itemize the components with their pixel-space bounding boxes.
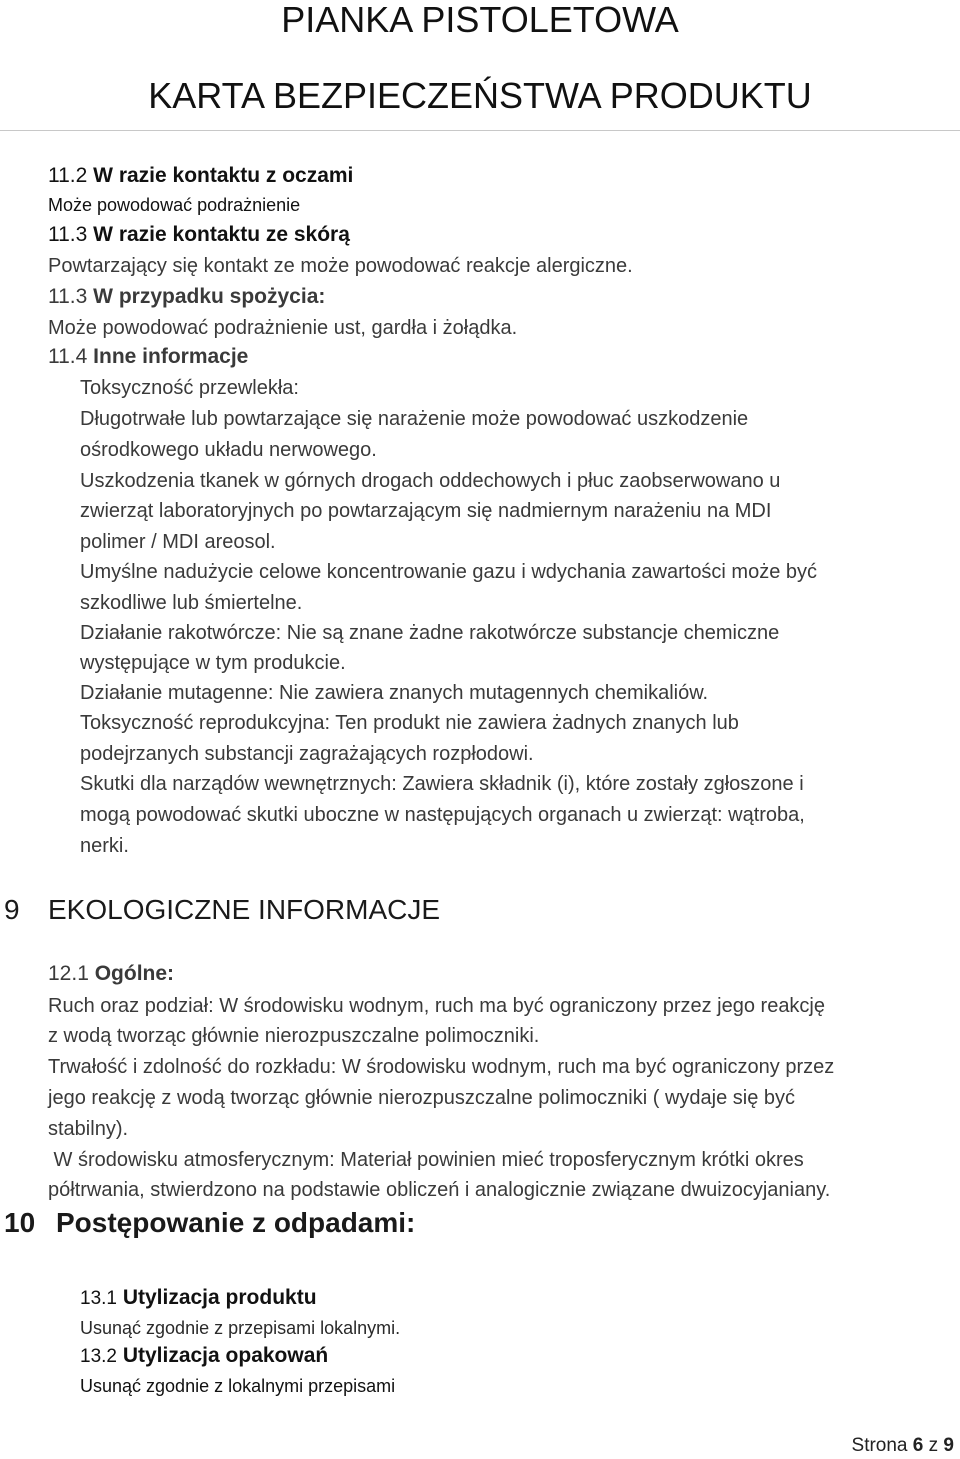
subsection-11-3-ingestion-heading bbox=[48, 284, 325, 310]
header-divider bbox=[0, 130, 960, 131]
subsection-number: 12.1 bbox=[48, 962, 89, 985]
section-number: 10 bbox=[4, 1207, 36, 1238]
ecology-line: stabilny). bbox=[48, 1118, 129, 1140]
section-number: 9 bbox=[4, 894, 20, 925]
subsection-title: Ogólne: bbox=[88, 962, 175, 985]
current-page: 6 bbox=[912, 1435, 924, 1456]
subsection-12-1-heading bbox=[48, 961, 174, 987]
subsection-11-3-skin-heading bbox=[48, 222, 350, 248]
ecology-line: półtrwania, stwierdzono na podstawie obliczeń i analogicznie związane dwuizocyjaniany. bbox=[48, 1179, 831, 1201]
ingestion-text: Może powodować podrażnienie ust, gardła i żołądka. bbox=[48, 317, 518, 339]
toxicity-line: Działanie mutagenne: Nie zawiera znanych mutagennych chemikaliów. bbox=[80, 682, 709, 704]
toxicity-line: zwierząt laboratoryjnych po powtarzającym się nadmiernym narażeniu na MDI bbox=[80, 500, 772, 522]
subsection-title: Inne informacje bbox=[87, 345, 249, 368]
section-ecological-heading bbox=[4, 893, 440, 927]
eye-contact-text: Może powodować podrażnienie bbox=[48, 195, 301, 215]
subsection-title: Utylizacja produktu bbox=[116, 1286, 317, 1309]
ecology-line: z wodą tworząc głównie nierozpuszczalne polimoczniki. bbox=[48, 1025, 540, 1047]
section-waste-heading bbox=[4, 1206, 415, 1240]
page-number bbox=[852, 1434, 954, 1458]
section-title: EKOLOGICZNE INFORMACJE bbox=[48, 894, 441, 925]
toxicity-line: podejrzanych substancji zagrażających rozpłodowi. bbox=[80, 743, 534, 765]
toxicity-line: Toksyczność reprodukcyjna: Ten produkt nie zawiera żadnych znanych lub bbox=[80, 712, 739, 734]
packaging-disposal-text: Usunąć zgodnie z lokalnymi przepisami bbox=[80, 1376, 396, 1396]
page-label: Strona bbox=[851, 1435, 913, 1456]
subsection-11-2-heading bbox=[48, 163, 353, 189]
subsection-number: 11.2 bbox=[48, 164, 88, 187]
ecology-line: Ruch oraz podział: W środowisku wodnym, ruch ma być ograniczony przez jego reakcję bbox=[48, 995, 826, 1017]
subsection-number: 13.1 bbox=[80, 1288, 117, 1309]
subsection-title: W przypadku spożycia: bbox=[87, 285, 326, 308]
skin-contact-text: Powtarzający się kontakt ze może powodować reakcje alergiczne. bbox=[48, 255, 633, 277]
total-pages: 9 bbox=[943, 1435, 954, 1456]
subsection-number: 13.2 bbox=[80, 1346, 117, 1367]
toxicity-line: mogą powodować skutki uboczne w następujących organach u zwierząt: wątroba, bbox=[80, 804, 805, 826]
page-of: z bbox=[923, 1435, 944, 1456]
ecology-line: jego reakcję z wodą tworząc głównie nierozpuszczalne polimoczniki ( wydaje się być bbox=[48, 1087, 796, 1109]
toxicity-line: Skutki dla narządów wewnętrznych: Zawiera składnik (i), które zostały zgłoszone i bbox=[80, 773, 804, 795]
subsection-title: W razie kontaktu z oczami bbox=[87, 164, 354, 187]
document-title: PIANKA PISTOLETOWA bbox=[281, 0, 679, 40]
subsection-title: W razie kontaktu ze skórą bbox=[87, 223, 350, 246]
ecology-line: Trwałość i zdolność do rozkładu: W środowisku wodnym, ruch ma być ograniczony przez bbox=[48, 1056, 835, 1078]
page-header bbox=[0, 0, 960, 132]
ecology-line: W środowisku atmosferycznym: Materiał powinien mieć troposferycznym krótki okres bbox=[48, 1149, 804, 1171]
toxicity-line: Długotrwałe lub powtarzające się narażenie może powodować uszkodzenie bbox=[80, 408, 749, 430]
product-disposal-text: Usunąć zgodnie z przepisami lokalnymi. bbox=[80, 1318, 401, 1338]
toxicity-line: polimer / MDI areosol. bbox=[80, 531, 276, 553]
subsection-11-4-heading bbox=[48, 344, 248, 370]
subsection-13-2-heading bbox=[80, 1343, 328, 1370]
subsection-number: 11.4 bbox=[48, 345, 88, 368]
subsection-13-1-heading bbox=[80, 1285, 317, 1312]
toxicity-line: szkodliwe lub śmiertelne. bbox=[80, 592, 303, 614]
toxicity-line: ośrodkowego układu nerwowego. bbox=[80, 439, 377, 461]
toxicity-line: Działanie rakotwórcze: Nie są znane żadne rakotwórcze substancje chemiczne bbox=[80, 622, 780, 644]
toxicity-line: Toksyczność przewlekła: bbox=[80, 377, 299, 399]
subsection-number: 11.3 bbox=[48, 285, 88, 308]
subsection-title: Utylizacja opakowań bbox=[116, 1344, 329, 1367]
toxicity-line: występujące w tym produkcie. bbox=[80, 652, 346, 674]
subsection-number: 11.3 bbox=[48, 223, 88, 246]
section-title: Postępowanie z odpadami: bbox=[56, 1207, 416, 1238]
toxicity-line: nerki. bbox=[80, 835, 129, 857]
toxicity-line: Uszkodzenia tkanek w górnych drogach oddechowych i płuc zaobserwowano u bbox=[80, 470, 781, 492]
toxicity-line: Umyślne nadużycie celowe koncentrowanie gazu i wdychania zawartości może być bbox=[80, 561, 818, 583]
document-subtitle: KARTA BEZPIECZEŃSTWA PRODUKTU bbox=[148, 75, 812, 116]
